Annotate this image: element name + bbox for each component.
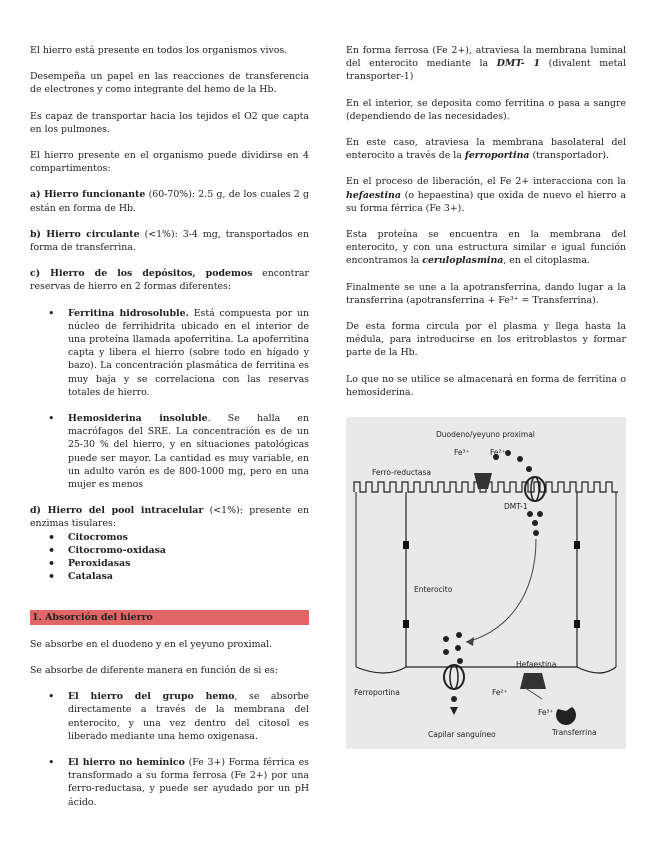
- list-item: [30, 756, 309, 809]
- compartment-b-text: (<1%): 3-4 mg, transportados en forma de transferrina.: [30, 228, 309, 254]
- absorption-paragraph-2: Se absorbe de diferente manera en función de si es:: [30, 664, 278, 676]
- compartment-a: [30, 188, 309, 214]
- right-paragraph-3: [346, 136, 626, 162]
- compartment-d-label: d) Hierro del pool intracelular: [30, 505, 204, 517]
- tight-junction: [574, 620, 580, 628]
- dmt1-term: DMT- 1: [496, 58, 541, 70]
- iron-dot: [517, 456, 523, 462]
- right-paragraph-8: Lo que no se utilice se almacenará en forma de ferritina o hemosiderina.: [346, 373, 626, 398]
- right-paragraph-6: Finalmente se une a la apotransferrina, dando lugar a la transferrina (apotransferrina + Fe³⁺ = Transferrina).: [346, 281, 626, 306]
- list-item-text: . Se halla en macrófagos del SRE. La concentración es de un 25-30 % del hierro, y en situaciones patológicas puede ser mayor. La cantidad es muy variable, en un adulto varón es de 800-1000 mg, pero en una mujer es menos: [68, 413, 309, 491]
- iron-dot: [527, 511, 533, 517]
- label-fe3-top: Fe³⁺: [454, 448, 470, 457]
- iron-dot: [526, 466, 532, 472]
- compartment-c-text: encontrar reservas de hierro en 2 formas diferentes:: [30, 268, 309, 293]
- label-dmt1: DMT-1: [504, 502, 528, 511]
- left-column: [30, 44, 309, 822]
- compartment-b: [30, 228, 309, 254]
- iron-dot: [537, 511, 543, 517]
- list-item: • Citocromo-oxidasa: [30, 544, 309, 557]
- text-run: (o hepaestina) que oxida de nuevo el hierro a su forma férrica (Fe 3+).: [346, 189, 626, 214]
- list-item-title: El hierro del grupo hemo: [68, 691, 235, 703]
- ferroportin-channel: [444, 665, 464, 689]
- label-capilar: Capilar sanguíneo: [428, 730, 496, 739]
- ferroportin-channel-inner: [450, 665, 458, 689]
- label-enterocito: Enterocito: [414, 585, 453, 594]
- text-run: En forma ferrosa (Fe 2+), atraviesa la membrana luminal del enterocito mediante la: [346, 45, 626, 70]
- text-run: En este caso, atraviesa la membrana basolateral del enterocito a través de la: [346, 137, 626, 162]
- intro-paragraph-2: Desempeña un papel en las reacciones de transferencia de electrones y como integrante del hemo de la Hb.: [30, 71, 309, 96]
- label-fe2-bottom: Fe²⁺: [492, 688, 508, 697]
- deposit-forms-list: [30, 307, 309, 492]
- arrow-head: [466, 637, 474, 646]
- iron-dot: [505, 450, 511, 456]
- label-transferrina: Transferrina: [552, 728, 597, 737]
- right-paragraph-7: De esta forma circula por el plasma y llega hasta la médula, para introducirse en los eritroblastos y formar parte de la Hb.: [346, 321, 626, 359]
- text-run: (divalent metal transporter-1): [346, 58, 627, 83]
- iron-dot: [456, 632, 462, 638]
- compartment-c: [30, 267, 309, 293]
- hephaestin-shape: [520, 673, 546, 689]
- label-ferro-reductasa: Ferro-reductasa: [372, 468, 432, 477]
- label-hefaestina: Hefaestina: [516, 660, 557, 669]
- list-item: • Catalasa: [30, 570, 309, 583]
- iron-dot: [533, 530, 539, 536]
- list-item: [30, 690, 309, 743]
- iron-dot: [532, 520, 538, 526]
- list-item: [30, 412, 309, 491]
- tight-junction: [574, 541, 580, 549]
- ceruloplasmina-term: ceruloplasmina: [422, 255, 504, 267]
- tight-junction: [403, 620, 409, 628]
- compartment-b-label: b) Hierro circulante: [30, 228, 140, 240]
- right-paragraph-2: En el interior, se deposita como ferritina o pasa a sangre (dependiendo de las necesidades).: [346, 97, 626, 122]
- absorption-list: [30, 690, 309, 809]
- list-item: • Peroxidasas: [30, 557, 309, 570]
- compartment-d-text: (<1%): presente en enzimas tisulares:: [30, 505, 309, 530]
- text-run: (transportador).: [529, 150, 610, 162]
- list-item: [30, 307, 309, 399]
- label-ferroportina: Ferroportina: [354, 688, 400, 697]
- iron-dot: [443, 636, 449, 642]
- text-run: , en el citoplasma.: [503, 255, 590, 267]
- text-run: En el proceso de liberación, el Fe 2+ interacciona con la: [346, 176, 626, 188]
- hefaestina-term: hefaestina: [346, 189, 401, 201]
- right-paragraph-1: [346, 44, 626, 84]
- basolateral-membrane: [356, 667, 616, 673]
- ferroportina-term: ferroportina: [464, 150, 530, 162]
- intro-paragraph-1: El hierro está presente en todos los organismos vivos.: [30, 45, 288, 56]
- dmt1-channel-inner: [531, 477, 539, 501]
- list-item-text: (Fe 3+) Forma férrica es transformado a su forma ferrosa (Fe 2+) por una ferro-reductasa, y puede ser ayudado por un pH ácido.: [68, 756, 309, 808]
- list-item-title: Hemosiderina insoluble: [68, 413, 208, 425]
- compartment-a-label: a) Hierro funcionante: [30, 189, 146, 201]
- intro-paragraph-4: El hierro presente en el organismo puede dividirse en 4 compartimentos:: [30, 150, 309, 175]
- section-heading: 1. Absorción del hierro: [30, 610, 309, 625]
- list-item: • Citocromos: [30, 531, 309, 544]
- iron-dot: [455, 645, 461, 651]
- text-run: Esta proteína se encuentra en la membrana del enterocito, y con una estructura similar e igual función encontramos la: [346, 229, 626, 267]
- list-item-title: El hierro no hemínico: [68, 756, 185, 768]
- arrow-head: [450, 707, 458, 715]
- absorption-paragraph-1: Se absorbe en el duodeno y en el yeyuno proximal.: [30, 638, 273, 650]
- iron-dot: [457, 658, 463, 664]
- right-column: [346, 44, 626, 412]
- label-fe3-bottom: Fe³⁺: [538, 708, 554, 717]
- tight-junction: [403, 541, 409, 549]
- label-fe2-top: Fe²⁺: [490, 448, 506, 457]
- transport-arrow: [466, 539, 536, 642]
- label-duodeno: Duodeno/yeyuno proximal: [436, 430, 535, 439]
- compartment-c-label: c) Hierro de los depósitos, podemos: [30, 268, 253, 280]
- compartment-d: [30, 504, 309, 530]
- right-paragraph-5: [346, 228, 626, 268]
- diagram-svg: [346, 417, 626, 749]
- list-item-text: , se absorbe directamente a través de la membrana del enterocito, y una vez dentro del citosol es liberado mediante una hemo oxigenasa.: [68, 691, 309, 742]
- right-paragraph-4: [346, 175, 626, 215]
- list-item-title: Ferritina hidrosoluble.: [68, 307, 189, 319]
- iron-dot: [451, 696, 457, 702]
- compartment-a-text: (60-70%): 2.5 g, de los cuales 2 g están en forma de Hb.: [30, 189, 309, 214]
- iron-absorption-diagram: [346, 417, 626, 749]
- transferrin-shape: [556, 707, 576, 725]
- ferro-reductase-shape: [474, 473, 492, 489]
- intro-paragraph-3: Es capaz de transportar hacia los tejidos el O2 que capta en los pulmones.: [30, 110, 309, 135]
- iron-dot: [443, 649, 449, 655]
- enzyme-list: [30, 531, 309, 584]
- list-item-text: Está compuesta por un núcleo de ferrihidrita ubicado en el interior de una proteína llamada apoferritina. La apoferritina capta y libera el hierro (sobre todo en hígado y bazo). La concentración plasmática de ferritina es muy baja y se correlaciona con las reservas totales de hierro.: [68, 307, 309, 398]
